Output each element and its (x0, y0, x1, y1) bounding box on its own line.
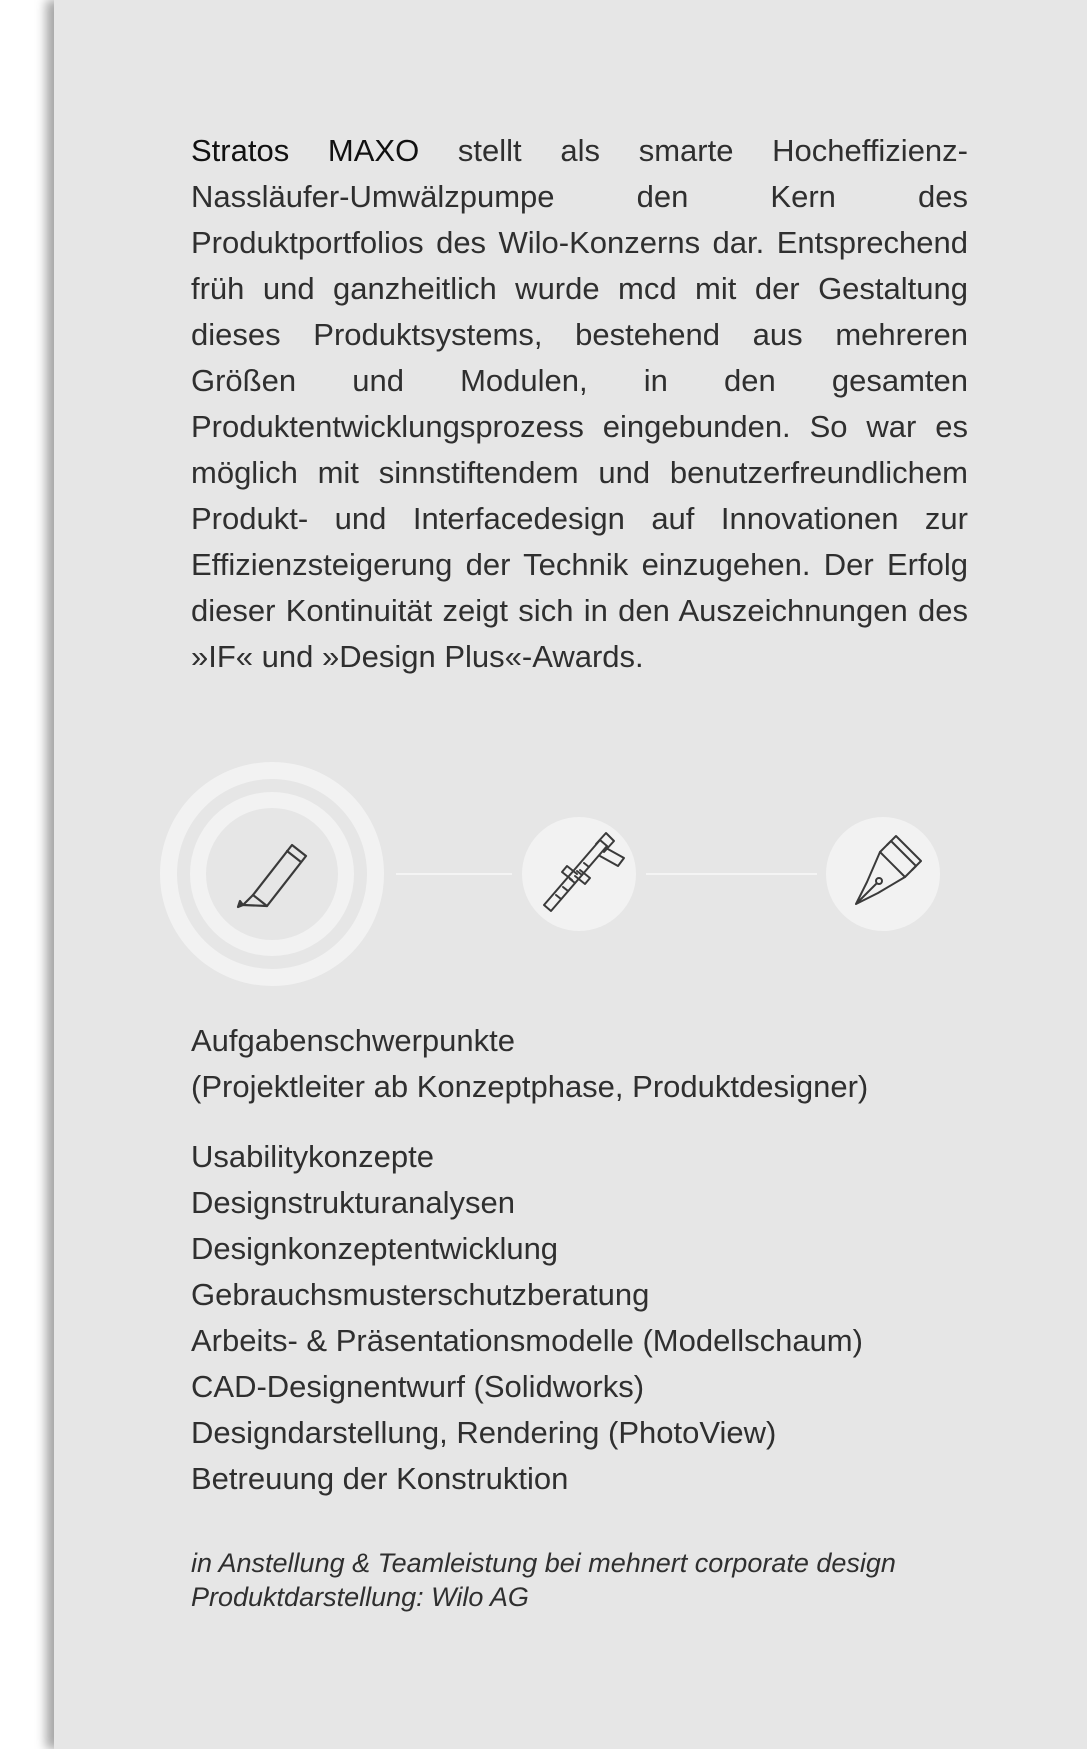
list-item: CAD-Designentwurf (Solidworks) (191, 1369, 645, 1404)
focus-subtitle: (Projektleiter ab Konzeptphase, Produktdesigner) (191, 1069, 869, 1104)
credit-line: Produktdarstellung: Wilo AG (191, 1582, 529, 1612)
credits (191, 1546, 1011, 1614)
list-item: Designkonzeptentwicklung (191, 1231, 559, 1266)
list-item: Designdarstellung, Rendering (PhotoView) (191, 1415, 777, 1450)
focus-title: Aufgabenschwerpunkte (191, 1023, 516, 1058)
product-name: Stratos MAXO (191, 133, 420, 168)
intro-paragraph (191, 128, 968, 680)
focus-heading (191, 1018, 1011, 1110)
list-item: Designstrukturanalysen (191, 1185, 515, 1220)
list-item: Gebrauchsmusterschutzberatung (191, 1277, 650, 1312)
task-list (191, 1134, 1011, 1502)
list-item: Usabilitykonzepte (191, 1139, 434, 1174)
list-item: Arbeits- & Präsentationsmodelle (Modellschaum) (191, 1323, 863, 1358)
list-item: Betreuung der Konstruktion (191, 1461, 569, 1496)
intro-body: stellt als smarte Hocheffizienz-Nassläufer-Umwälzpumpe den Kern des Produktportfolios des Wilo-Konzerns dar. Entsprechend früh und ganzheitlich wurde mcd mit der Gestaltung dieses Produktsystems, bestehend aus mehreren Größen und Modulen, in den gesamten Produktentwicklungsprozess eingebunden. So war es möglich mit sinnstiftendem und benutzerfreundlichem Produkt- und Interfacedesign auf Innovationen zur Effizienzsteigerung der Technik einzugehen. Der Erfolg dieser Kontinuität zeigt sich in den Auszeichnungen des »IF« und »Design Plus«-Awards. (191, 133, 968, 674)
credit-line: in Anstellung & Teamleistung bei mehnert corporate design (191, 1548, 896, 1578)
